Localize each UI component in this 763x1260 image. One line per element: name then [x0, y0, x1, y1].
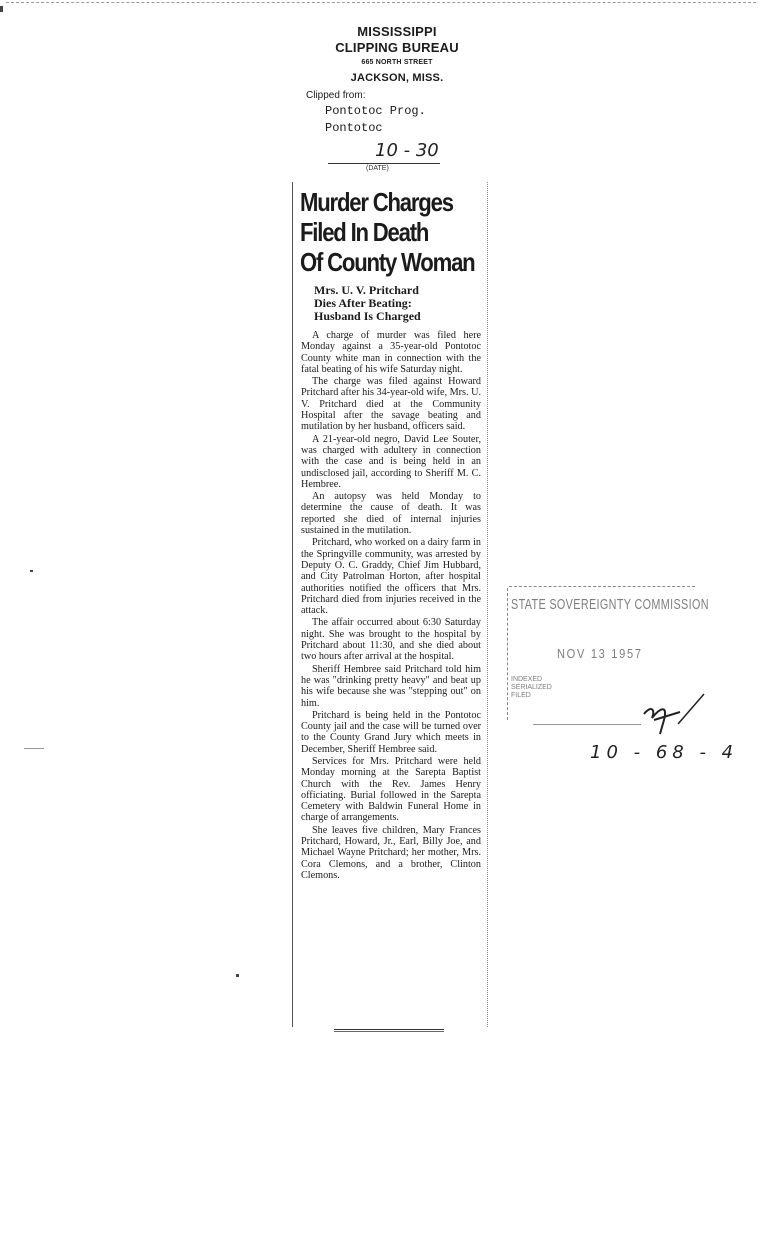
article-paragraph: Sheriff Hembree said Pritchard told him he was "drinking pretty heavy" and beat up his wife because she was "stepping out" on him.	[301, 663, 481, 709]
stamp-line-indexed: INDEXED	[511, 676, 543, 683]
subhead-line-1: Mrs. U. V. Pritchard	[314, 283, 419, 297]
headline-line-1: Murder Charges	[300, 187, 453, 217]
publication-city: Pontotoc	[325, 121, 383, 135]
article-end-rule	[334, 1029, 444, 1030]
stamp-date: NOV 13 1957	[557, 646, 643, 661]
clipped-from-label: Clipped from:	[306, 90, 366, 101]
handwritten-initials-icon	[638, 690, 708, 740]
headline-line-2: Filed In Death	[300, 217, 429, 247]
page-top-edge	[6, 2, 756, 3]
scan-speck	[24, 748, 44, 749]
bureau-name-line-2: CLIPPING BUREAU	[335, 40, 459, 55]
scan-speck	[0, 6, 3, 12]
article-end-rule-secondary	[334, 1031, 444, 1032]
article-paragraph: A charge of murder was filed here Monday against a 35-year-old Pontotoc County white man in connection with the fatal beating of his wife Saturday night.	[301, 330, 481, 375]
stamp-line-filed: FILED	[511, 692, 531, 699]
handwritten-date: 10 - 30	[375, 140, 439, 161]
headline-line-3: Of County Woman	[300, 247, 475, 277]
stamp-border-top	[509, 586, 695, 587]
subhead-line-3: Husband Is Charged	[314, 309, 421, 323]
article-paragraph: Pritchard is being held in the Pontotoc County jail and the case will be turned over to the County Grand Jury which meets in December, Sheriff Hembree said.	[301, 709, 481, 755]
scan-speck	[30, 570, 33, 572]
article-paragraph: An autopsy was held Monday to determine the cause of death. It was reported she died of internal injuries sustained in the mutilation.	[301, 491, 481, 537]
stamp-status-lines	[511, 676, 552, 700]
publication-source	[325, 103, 426, 137]
article-headline	[300, 187, 484, 277]
article-body	[301, 330, 481, 882]
subhead-line-2: Dies After Beating:	[314, 296, 412, 310]
article-paragraph: A 21-year-old negro, David Lee Souter, was charged with adultery in connection with the case and is being held in an undisclosed jail, according to Sheriff M. C. Hembree.	[301, 433, 481, 490]
clipping-bureau-header	[300, 24, 480, 86]
bureau-city: JACKSON, MISS.	[350, 72, 444, 84]
stamp-title: STATE SOVEREIGNTY COMMISSION	[511, 596, 709, 613]
stamp-line-serialized: SERIALIZED	[511, 684, 552, 691]
publication-name: Pontotoc Prog.	[325, 104, 426, 118]
stamp-border-left	[507, 588, 508, 720]
bureau-name-line-1: MISSISSIPPI	[357, 24, 437, 39]
scan-speck	[236, 974, 239, 977]
article-paragraph: Pritchard, who worked on a dairy farm in the Springville community, was arrested by Deputy O. C. Graddy, Chief Jim Hubbard, and City Patrolman Horton, after hospital authorities notified the officers that Mrs. Pritchard died from injuries received in the attack.	[301, 537, 481, 617]
article-paragraph: The charge was filed against Howard Pritchard after his 34-year-old wife, Mrs. U. V. Pritchard died at the Community Hospital after the savage beating and mutilation by her husband, officers said.	[301, 376, 482, 433]
stamp-signature-line	[533, 724, 641, 725]
date-label: (DATE)	[366, 165, 389, 172]
handwritten-file-number: 10 - 68 - 4	[590, 742, 739, 763]
article-paragraph: The affair occurred about 6:30 Saturday night. She was brought to the hospital by Pritchard about 11:30, and she died about two hours after arrival at the hospital.	[301, 617, 481, 663]
date-underline	[328, 163, 440, 164]
article-paragraph: Services for Mrs. Pritchard were held Monday morning at the Sarepta Baptist Church with the Rev. James Henry officiating. Burial followed in the Sarepta Cemetery with Baldwin Funeral Home in charge of arrangements.	[301, 755, 481, 824]
article-paragraph: She leaves five children, Mary Frances Pritchard, Howard, Jr., Earl, Billy Joe, and Michael Wayne Pritchard; her mother, Mrs. Cora Clemons, and a brother, Clinton Clemons.	[301, 824, 481, 881]
bureau-address: 665 NORTH STREET	[361, 59, 433, 66]
article-subhead	[314, 284, 484, 323]
